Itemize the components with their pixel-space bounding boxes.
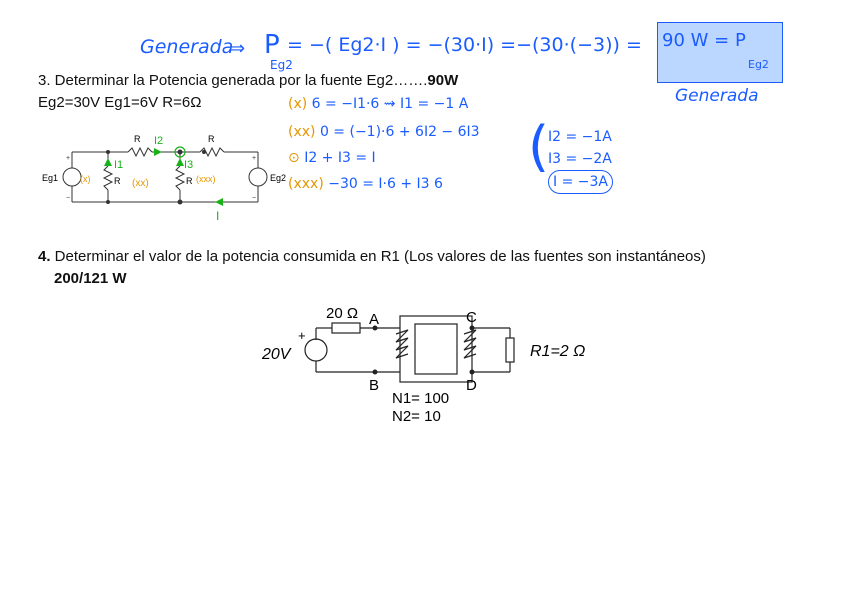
generada-label: Generada [140, 36, 234, 58]
equation-text: I2 + I3 = I [304, 150, 376, 166]
equation-list [288, 96, 480, 202]
current-arrow-i1 [104, 158, 112, 166]
n1-label: N1= 100 [392, 390, 450, 407]
n2-label: N2= 10 [392, 408, 441, 425]
node [106, 200, 110, 204]
solution-item: I2 = −1A [548, 129, 612, 145]
i2-label: I2 [154, 135, 164, 147]
solutions [548, 126, 613, 194]
node-b-dot [373, 370, 378, 375]
node-d-label: D [466, 377, 477, 394]
eg1-label: Eg1 [42, 173, 59, 183]
r-mid-right-label: R [186, 176, 193, 186]
node [106, 150, 110, 154]
problem3-circuit [40, 130, 300, 225]
node [178, 150, 183, 155]
svg-text:−: − [66, 195, 71, 202]
power-symbol: P [264, 30, 280, 60]
node [202, 150, 206, 154]
i-label: I [216, 209, 220, 223]
solution-item: I3 = −2A [548, 151, 612, 167]
node-c-dot [470, 326, 475, 331]
svg-text:+: + [66, 155, 71, 162]
r-top-left-label: R [134, 134, 141, 144]
equation-text: 0 = (−1)·6 + 6I2 − 6I3 [319, 124, 480, 140]
node-b-label: B [369, 377, 380, 394]
problem4-statement: 4. Determinar el valor de la potencia consumida en R1 (Los valores de las fuentes son instantáneos) [38, 248, 706, 265]
problem4-answer: 200/121 W [54, 270, 127, 287]
equation-text: −30 = I·6 + I3 6 [328, 176, 443, 192]
node-d-dot [470, 370, 475, 375]
node [178, 200, 183, 205]
solution-item-circled: I = −3A [548, 170, 613, 194]
mesh1-label: (x) [80, 174, 91, 184]
problem4-circuit [258, 300, 608, 435]
mesh2-label: (xx) [132, 178, 149, 189]
svg-text:+: + [252, 155, 257, 162]
r-top-right-label: R [208, 134, 215, 144]
i3-label: I3 [184, 159, 194, 171]
source-plus-label: + [298, 328, 306, 343]
problem3-given: Eg2=30V Eg1=6V R=6Ω [38, 94, 202, 111]
node-c-label: C [466, 309, 477, 326]
series-resistor-label: 20 Ω [326, 305, 359, 322]
load-label: R1=2 Ω [530, 343, 586, 360]
result-caption: Generada [675, 86, 759, 106]
power-equation: = −( Eg2·I ) = −(30·I) =−(30·(−3)) = [287, 34, 642, 56]
arrow-icon: ⇒ [230, 38, 246, 59]
mesh3-label: (xxx) [196, 174, 216, 184]
i1-label: I1 [114, 159, 124, 171]
equation-tag: (x) [288, 96, 308, 112]
brace-icon: ( [528, 115, 550, 178]
equation-tag: ⊙ [288, 150, 300, 166]
equation-tag: (xxx) [288, 176, 324, 192]
power-subscript: Eg2 [270, 58, 293, 72]
equation-tag: (xx) [288, 124, 316, 140]
svg-text:−: − [252, 195, 257, 202]
result-value: 90 W = P [662, 30, 746, 51]
node-a-label: A [369, 311, 380, 328]
eg2-label: Eg2 [270, 173, 287, 183]
current-arrow-i3 [176, 158, 184, 166]
current-arrow-i2 [154, 148, 162, 156]
equation-text: 6 = −I1·6 ⇝ I1 = −1 A [311, 96, 469, 112]
r-mid-left-label: R [114, 176, 121, 186]
result-subscript: Eg2 [748, 58, 769, 71]
current-arrow-i [215, 198, 223, 206]
problem3-statement: 3. Determinar la Potencia generada por la fuente Eg2…….90W [38, 72, 459, 89]
source-label: 20V [262, 346, 291, 363]
